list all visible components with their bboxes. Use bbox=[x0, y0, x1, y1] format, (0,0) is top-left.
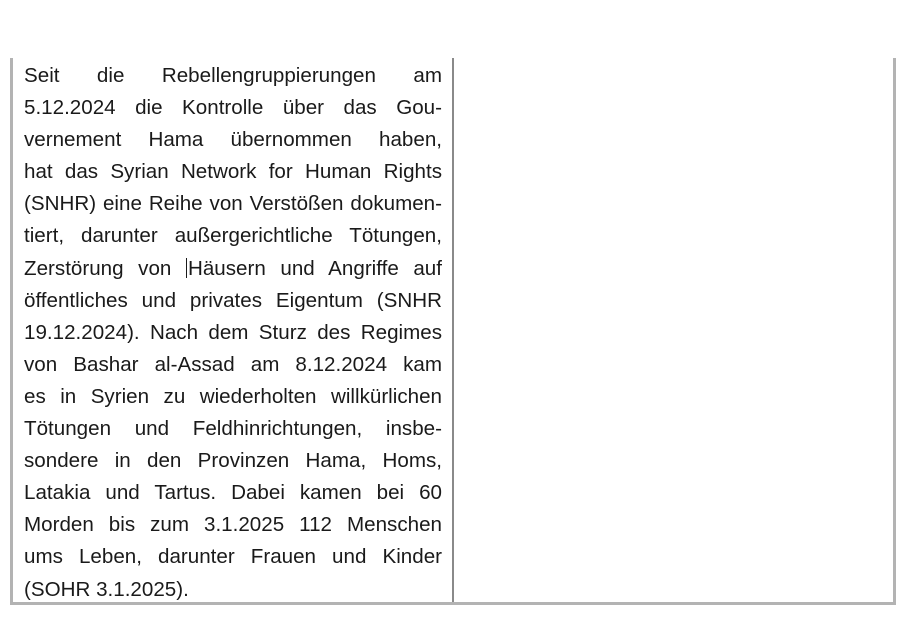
table-cell-left bbox=[13, 58, 454, 602]
text-line: Latakia und Tartus. Dabei kamen bei 60 bbox=[24, 481, 442, 505]
text-line: hat das Syrian Network for Human Rights bbox=[24, 160, 442, 184]
text-fragment: Häusern und Angriffe auf bbox=[187, 256, 442, 280]
text-line: es in Syrien zu wiederholten willkürlichen bbox=[24, 384, 442, 408]
table-cell-right[interactable] bbox=[454, 58, 893, 602]
text-line: von Bashar al-Assad am 8.12.2024 kam bbox=[24, 352, 442, 376]
text-line: (SNHR) eine Reihe von Verstößen dokumen- bbox=[24, 192, 442, 216]
document-table bbox=[10, 58, 896, 605]
text-line-with-cursor bbox=[24, 253, 442, 285]
text-cursor bbox=[186, 258, 187, 278]
text-line: öffentliches und privates Eigentum (SNHR bbox=[24, 288, 442, 312]
text-line: Tötungen und Feldhinrichtungen, insbe- bbox=[24, 417, 442, 441]
text-fragment: Zerstörung von bbox=[24, 256, 186, 280]
text-line: ums Leben, darunter Frauen und Kinder bbox=[24, 545, 442, 569]
text-line: Morden bis zum 3.1.2025 112 Menschen bbox=[24, 513, 442, 537]
text-line: 19.12.2024). Nach dem Sturz des Regimes bbox=[24, 320, 442, 344]
paragraph[interactable] bbox=[24, 60, 442, 606]
text-line: 5.12.2024 die Kontrolle über das Gou- bbox=[24, 96, 442, 120]
text-line: tiert, darunter außergerichtliche Tötungen, bbox=[24, 224, 442, 248]
text-line: Seit die Rebellengruppierungen am bbox=[24, 64, 442, 87]
text-line: sondere in den Provinzen Hama, Homs, bbox=[24, 449, 442, 473]
text-line: (SOHR 3.1.2025). bbox=[24, 577, 189, 601]
text-line: vernement Hama übernommen haben, bbox=[24, 128, 442, 152]
